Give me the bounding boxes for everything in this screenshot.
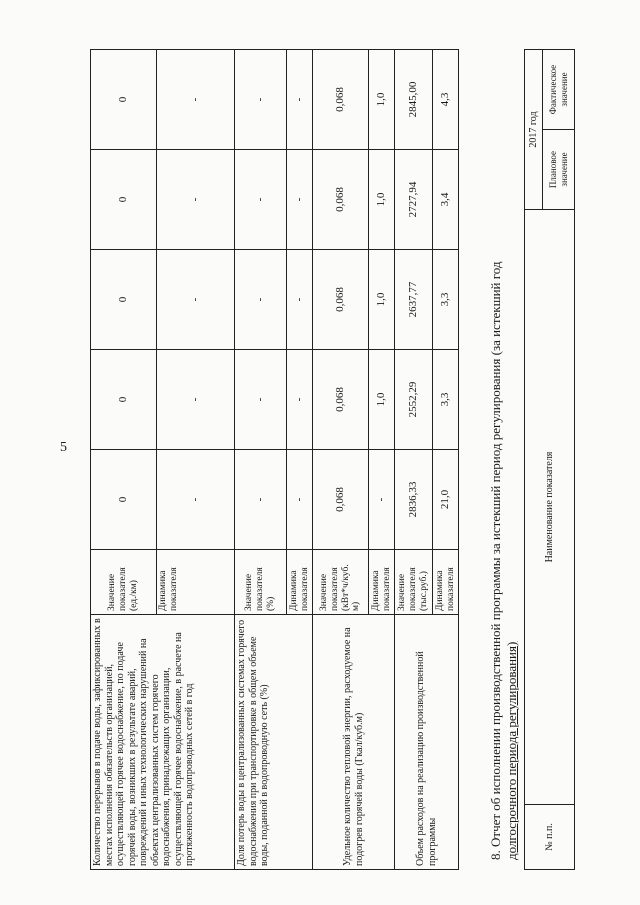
indicator-label: Значение показателя (ед./км) (91, 550, 157, 615)
indicator-value: 0 (91, 450, 157, 550)
table-row (91, 50, 157, 870)
report-table (524, 49, 575, 870)
indicator-value: 21,0 (433, 450, 459, 550)
indicator-value: 1,0 (369, 350, 395, 450)
indicator-value: 0,068 (313, 50, 369, 150)
indicator-value: - (287, 450, 313, 550)
indicator-value: - (369, 450, 395, 550)
indicator-value: 3,4 (433, 150, 459, 250)
indicator-value: 2637,77 (395, 250, 433, 350)
indicator-value: 0,068 (313, 450, 369, 550)
indicator-value: - (157, 50, 235, 150)
indicator-value: 0 (91, 50, 157, 150)
indicator-value: 3,3 (433, 350, 459, 450)
col-number-header: № п.п. (525, 805, 575, 870)
indicator-name: Объем расходов на реализацию производственной программы (395, 615, 459, 870)
indicator-value: 0 (91, 150, 157, 250)
rotated-content (90, 50, 569, 870)
indicator-value: 2552,29 (395, 350, 433, 450)
indicator-value: 0,068 (313, 150, 369, 250)
indicators-body (91, 50, 459, 870)
indicator-label: Динамика показателя (433, 550, 459, 615)
indicator-name: Доля потерь воды в централизованных системах горячего водоснабжения при транспортировке в общем объеме воды, поданной в водопроводную сеть (%) (235, 615, 313, 870)
indicator-label: Динамика показателя (287, 550, 313, 615)
indicator-value: 3,3 (433, 250, 459, 350)
indicator-value: - (157, 250, 235, 350)
indicator-value: - (235, 450, 287, 550)
indicator-value: - (287, 150, 313, 250)
indicator-value: 0,068 (313, 350, 369, 450)
indicator-label: Значение показателя (кВт*ч/куб. м) (313, 550, 369, 615)
col-name-header: Наименование показателя (525, 210, 575, 805)
table-row (395, 50, 433, 870)
section-title (488, 60, 519, 860)
indicator-value: - (287, 350, 313, 450)
indicators-table (90, 49, 459, 870)
indicator-value: 2845,00 (395, 50, 433, 150)
year-header: 2017 год (525, 50, 543, 210)
indicator-label: Значение показателя (тыс.руб.) (395, 550, 433, 615)
table-row (313, 50, 369, 870)
indicator-value: - (157, 150, 235, 250)
indicator-value: - (157, 350, 235, 450)
indicator-value: - (235, 350, 287, 450)
indicator-value: 0 (91, 350, 157, 450)
indicator-value: - (287, 50, 313, 150)
actual-header: Фактическое значение (543, 50, 575, 130)
indicator-label: Динамика показателя (369, 550, 395, 615)
indicator-value: - (157, 450, 235, 550)
indicator-value: - (235, 250, 287, 350)
indicator-value: - (287, 250, 313, 350)
indicator-value: 0 (91, 250, 157, 350)
indicator-value: 1,0 (369, 250, 395, 350)
section-title-part1: Отчет об исполнении производственной программы за истекший период регулирования (за истекший год (488, 261, 503, 847)
indicator-value: 4,3 (433, 50, 459, 150)
indicator-value: 1,0 (369, 50, 395, 150)
indicator-value: 1,0 (369, 150, 395, 250)
indicator-value: 2727,94 (395, 150, 433, 250)
table-row (525, 50, 543, 870)
indicator-label: Значение показателя (%) (235, 550, 287, 615)
indicator-value: - (235, 150, 287, 250)
planned-header: Плановое значение (543, 130, 575, 210)
indicator-name: Количество перерывов в подаче воды, зафиксированных в местах исполнения обязательств организацией, осуществляющей горячее водоснабжение, по подаче горячей воды, возникших в результате аварий, повреждений и иных технологических нарушений на объектах централизованных систем горячего водоснабжения, принадлежащих организации, осуществляющей горячее водоснабжение, в расчете на протяженность водопроводных сетей в год (91, 615, 235, 870)
page-number: 5 (60, 440, 67, 455)
indicator-value: - (235, 50, 287, 150)
section-title-part2: долгосрочного периода регулирования) (503, 641, 519, 860)
indicator-label: Динамика показателя (157, 550, 235, 615)
indicator-value: 2836,33 (395, 450, 433, 550)
table-row (235, 50, 287, 870)
indicator-name: Удельное количество тепловой энергии, расходуемое на подогрев горячей воды (Гкал/куб.м) (313, 615, 395, 870)
section-number: 8. (488, 850, 503, 860)
indicator-value: 0,068 (313, 250, 369, 350)
